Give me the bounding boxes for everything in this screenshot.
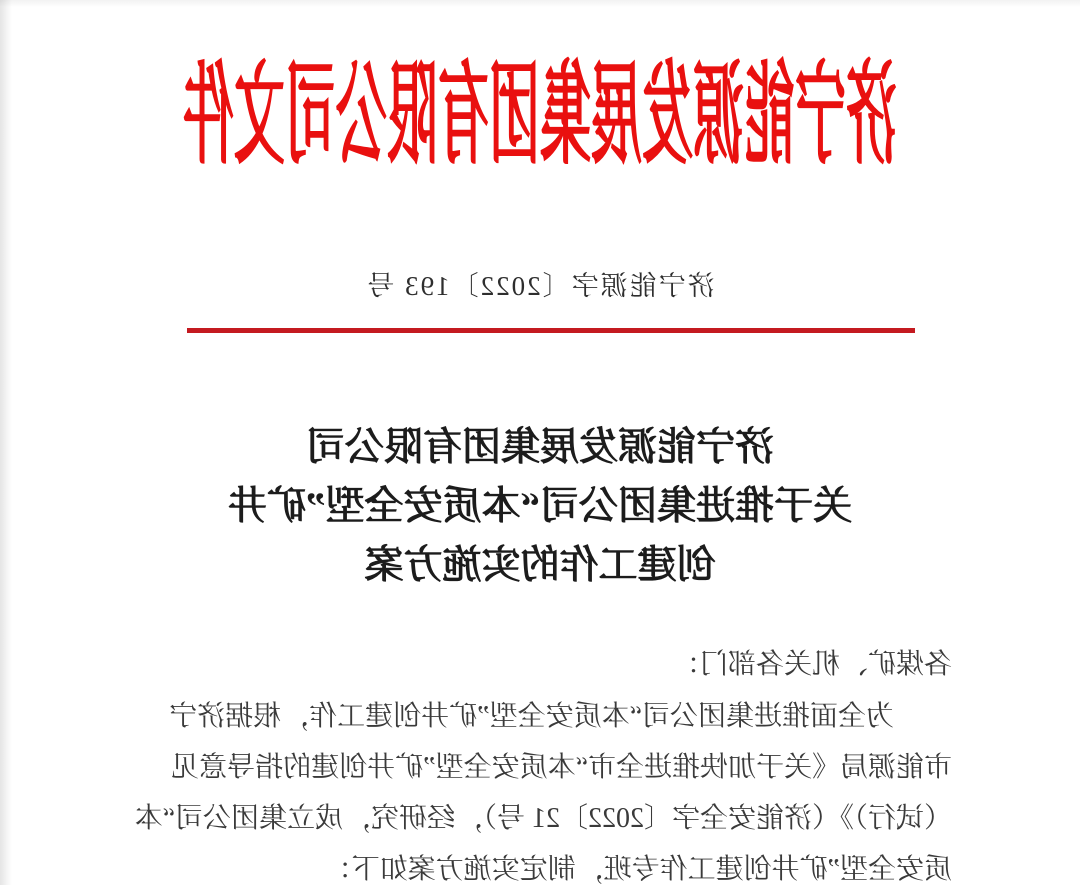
body-paragraph	[20, 691, 952, 885]
document-title-line-1: 济宁能源发展集团有限公司	[306, 426, 775, 469]
document-title-line-2: 关于推进集团公司“本质安全型”矿井	[228, 485, 853, 528]
document-number: 济宁能源字〔2022〕193 号	[365, 271, 715, 301]
document-title-line-3: 创建工作的实施方案	[364, 544, 716, 587]
scan-edge-shading-top	[0, 0, 1080, 7]
document-body	[20, 645, 952, 885]
body-line-1: 为全面推进集团公司“本质安全型”矿井创建工作，根据济宁	[169, 701, 894, 732]
salutation: 各煤矿、机关各部门：	[671, 649, 952, 680]
letterhead	[0, 36, 1080, 180]
document-title	[0, 418, 1080, 595]
letterhead-org-title: 济宁能源发展集团有限公司文件	[183, 57, 898, 180]
body-line-2: 市能源局《关于加快推进全市“本质安全型”矿井创建的指导意见	[171, 752, 952, 783]
body-line-3: （试行）》（济能安全字〔2022〕21 号），经研究，成立集团公司“本	[134, 803, 952, 834]
body-line-4: 质安全型”矿井创建工作专班，制定实施方案如下：	[323, 854, 952, 885]
red-divider-rule	[187, 328, 915, 333]
